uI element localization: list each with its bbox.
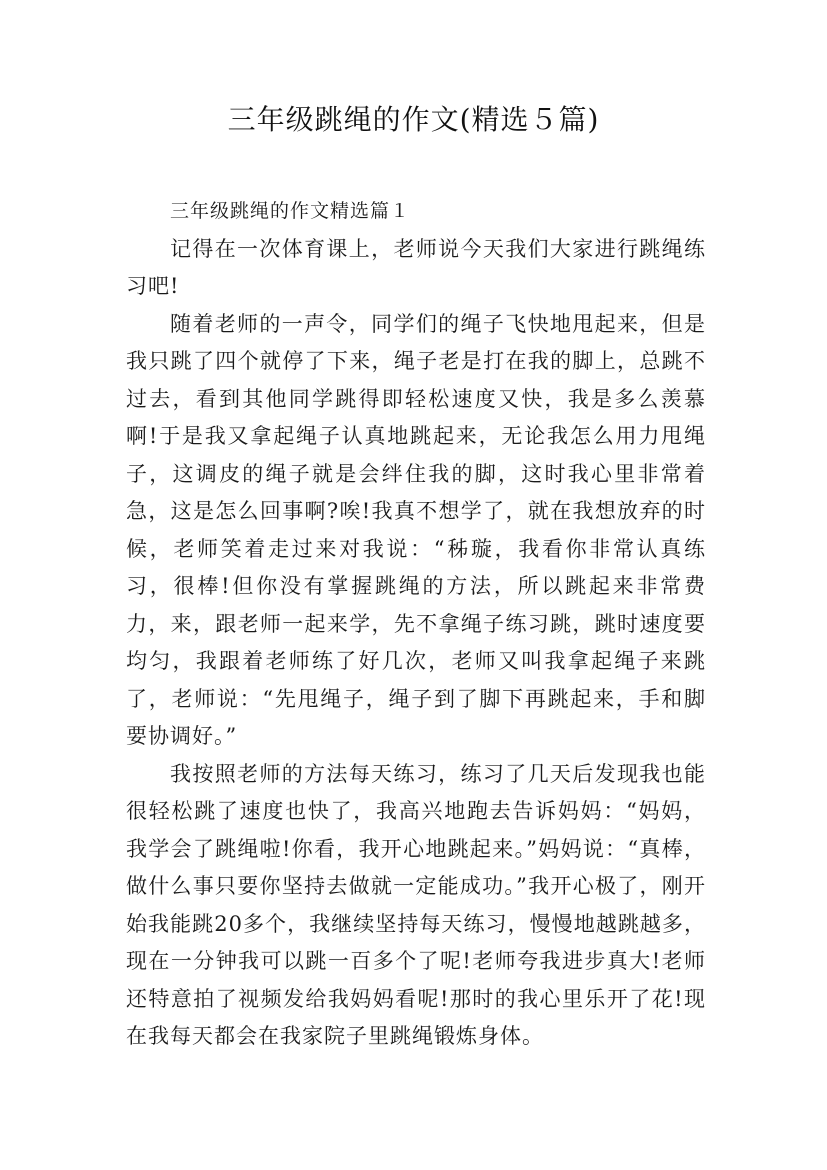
section-subheading: 三年级跳绳的作文精选篇１ xyxy=(170,200,411,222)
paragraph-2: 随着老师的一声令，同学们的绳子飞快地甩起来，但是我只跳了四个就停了下来，绳子老是打在我的脚上，总跳不过去，看到其他同学跳得即轻松速度又快，我是多么羡慕啊!于是我又拿起绳子认真地跳起来，无论我怎么用力甩绳子，这调皮的绳子就是会绊住我的脚，这时我心里非常着急，这是怎么回事啊?唉!我真不想学了，就在我想放弃的时候，老师笑着走过来对我说：“秭璇，我看你非常认真练习，很棒!但你没有掌握跳绳的方法，所以跳起来非常费力，来，跟老师一起来学，先不拿绳子练习跳，跳时速度要均匀，我跟着老师练了好几次，老师又叫我拿起绳子来跳了，老师说：“先甩绳子，绳子到了脚下再跳起来，手和脚要协调好。” xyxy=(126,311,706,748)
document-title: 三年级跳绳的作文(精选５篇) xyxy=(227,103,600,136)
paragraph-3: 我按照老师的方法每天练习，练习了几天后发现我也能很轻松跳了速度也快了，我高兴地跑去告诉妈妈：“妈妈，我学会了跳绳啦!你看，我开心地跳起来。”妈妈说：“真棒，做什么事只要你坚持去做就一定能成功。”我开心极了，刚开始我能跳20多个，我继续坚持每天练习，慢慢地越跳越多，现在一分钟我可以跳一百多个了呢!老师夸我进步真大!老师还特意拍了视频发给我妈妈看呢!那时的我心里乐开了花!现在我每天都会在我家院子里跳绳锻炼身体。 xyxy=(126,761,706,1048)
paragraph-1: 记得在一次体育课上，老师说今天我们大家进行跳绳练习吧! xyxy=(126,236,706,298)
document-body xyxy=(126,193,706,1056)
